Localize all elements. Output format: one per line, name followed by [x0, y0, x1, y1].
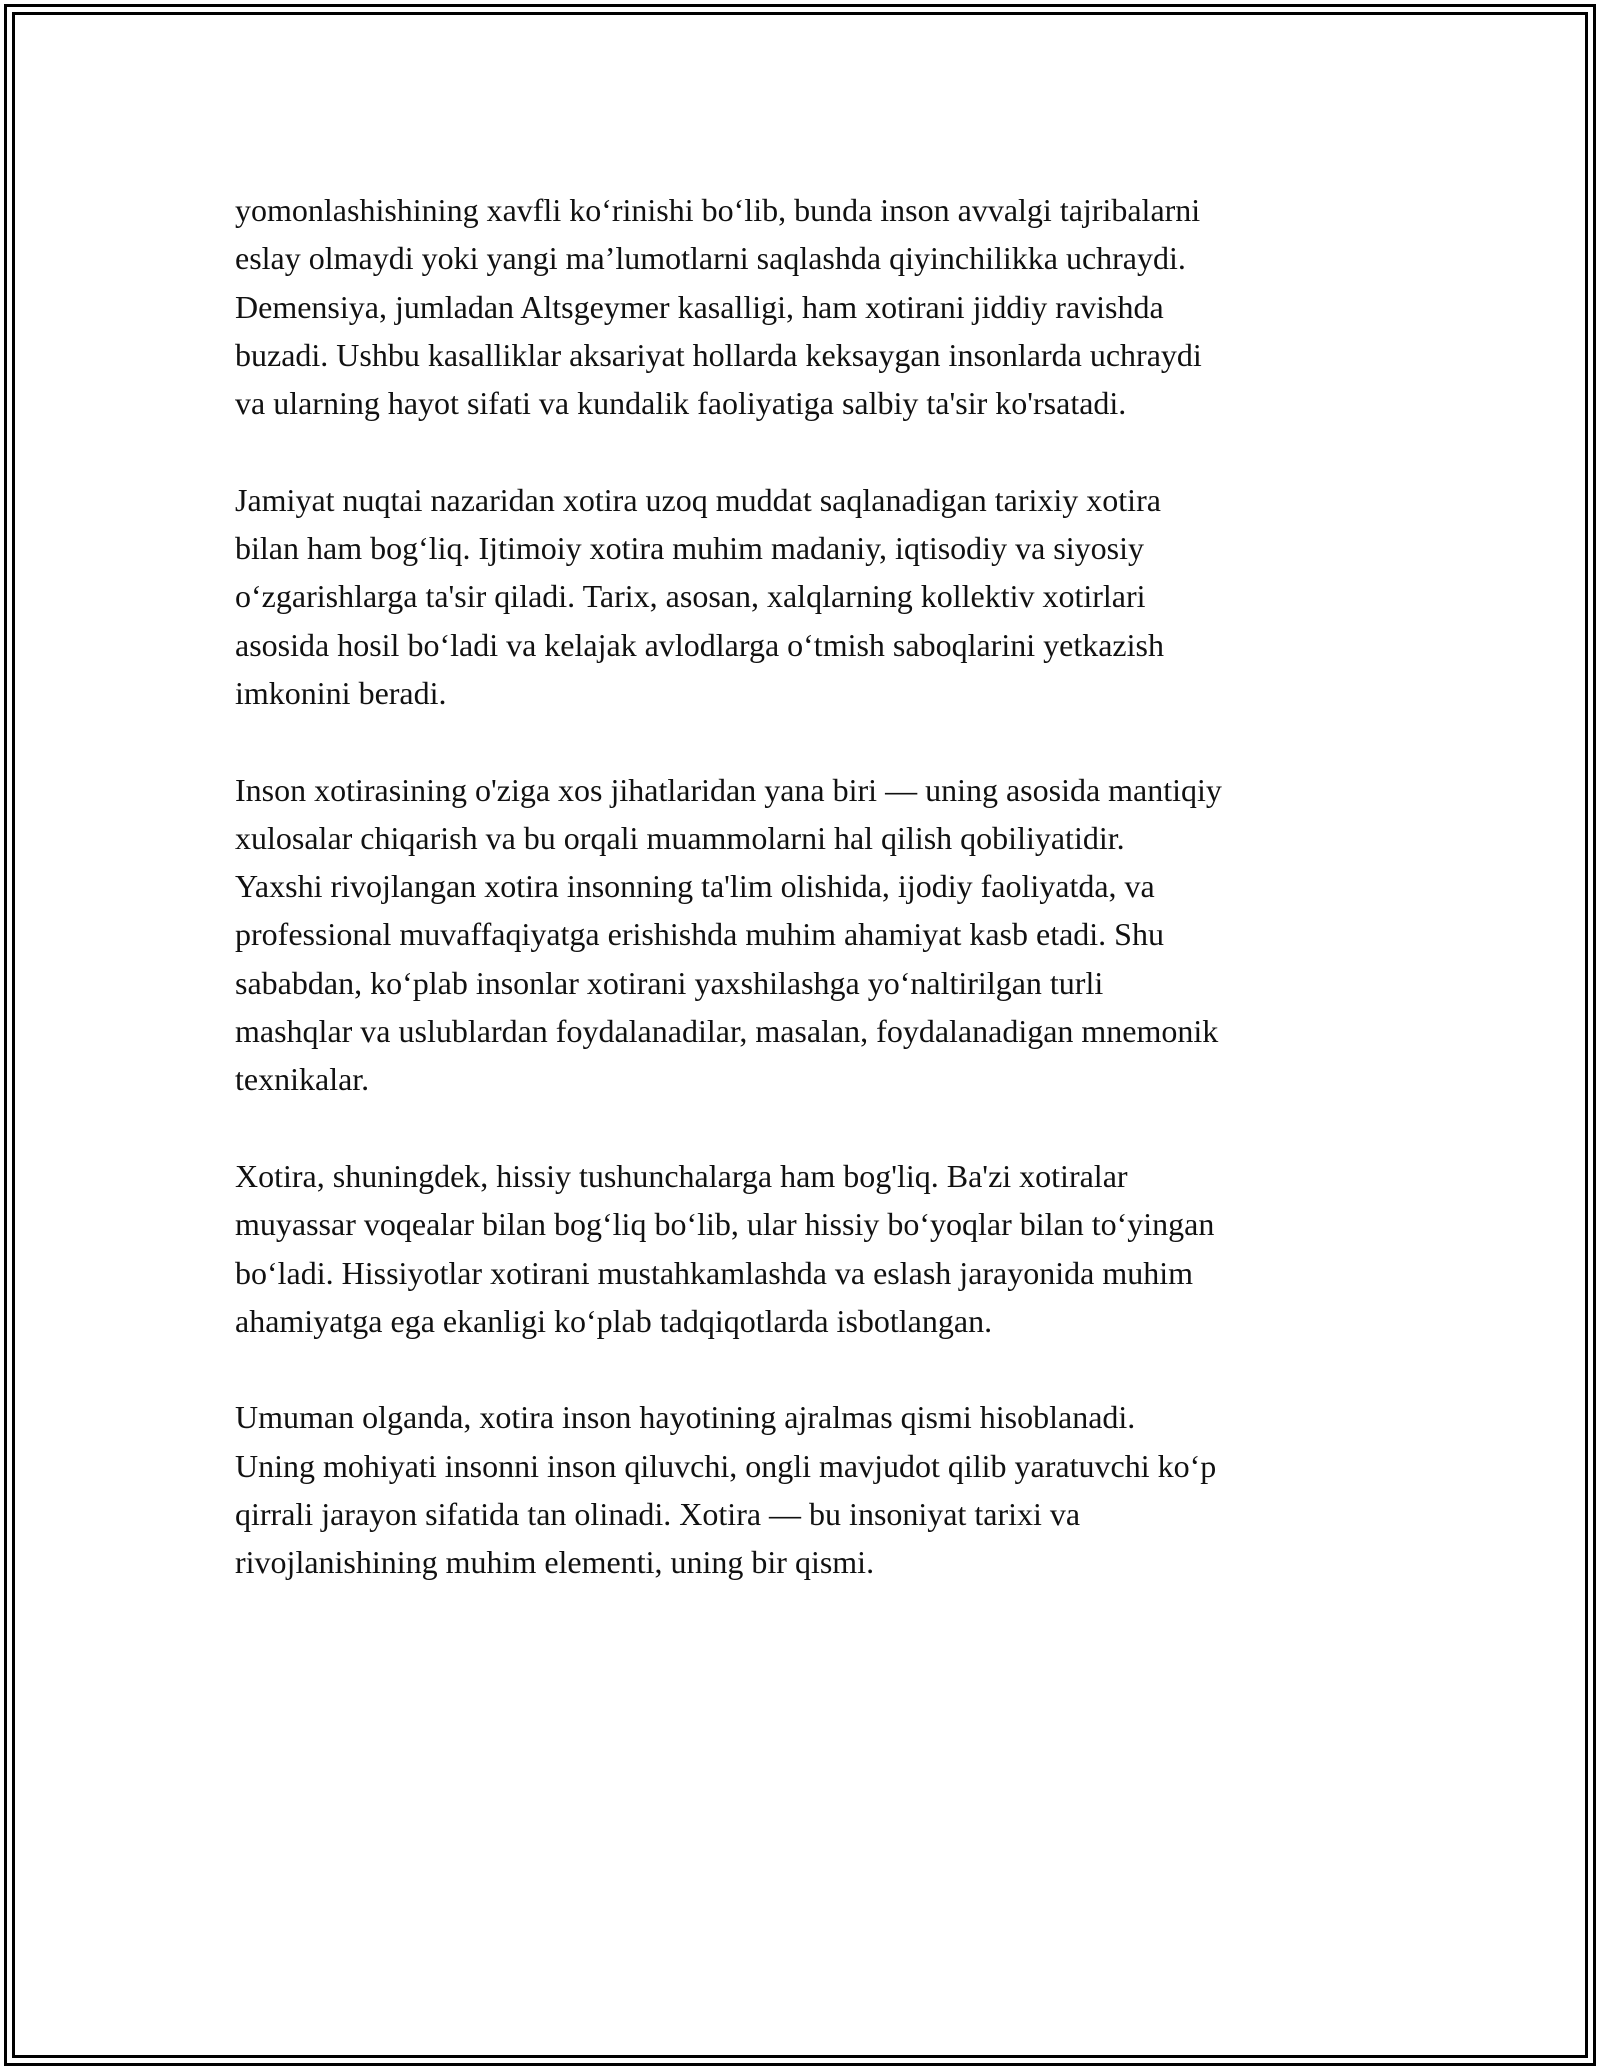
text-line: o‘zgarishlarga ta'sir qiladi. Tarix, asosan, xalqlarning kollektiv xotirlari: [235, 578, 1146, 615]
paragraph-5: [235, 1393, 1380, 1586]
paragraph-4: [235, 1152, 1380, 1345]
text-line: Inson xotirasining o'ziga xos jihatlaridan yana biri — uning asosida mantiqiy: [235, 771, 1222, 808]
text-line: yomonlashishining xavfli ko‘rinishi bo‘lib, bunda inson avvalgi tajribalarni: [235, 192, 1201, 228]
text-line: bo‘ladi. Hissiyotlar xotirani mustahkamlashda va eslash jarayonida muhim: [235, 1254, 1194, 1291]
text-line: Uning mohiyati insonni inson qiluvchi, ongli mavjudot qilib yaratuvchi ko‘p: [235, 1447, 1217, 1484]
text-line: texnikalar.: [235, 1061, 370, 1098]
text-line: mashqlar va uslublardan foydalanadilar, masalan, foydalanadigan mnemonik: [235, 1013, 1219, 1050]
text-line: asosida hosil bo‘ladi va kelajak avlodlarga o‘tmish saboqlarini yetkazish: [235, 626, 1164, 663]
paragraph-3: [235, 766, 1380, 1104]
text-line: rivojlanishining muhim elementi, uning bir qismi.: [235, 1544, 875, 1581]
text-line: va ularning hayot sifati va kundalik faoliyatiga salbiy ta'sir ko'rsatadi.: [235, 385, 1127, 422]
text-line: Yaxshi rivojlangan xotira insonning ta'lim olishida, ijodiy faoliyatda, va: [235, 868, 1155, 905]
document-body: [235, 186, 1380, 1635]
text-line: Umuman olganda, xotira inson hayotining ajralmas qismi hisoblanadi.: [235, 1399, 1136, 1436]
text-line: sababdan, ko‘plab insonlar xotirani yaxshilashga yo‘naltirilgan turli: [235, 964, 1104, 1001]
text-line: professional muvaffaqiyatga erishishda muhim ahamiyat kasb etadi. Shu: [235, 916, 1164, 953]
text-line: Demensiya, jumladan Altsgeymer kasalligi, ham xotirani jiddiy ravishda: [235, 288, 1164, 325]
text-line: buzadi. Ushbu kasalliklar aksariyat hollarda keksaygan insonlarda uchraydi: [235, 336, 1202, 373]
text-line: xulosalar chiqarish va bu orqali muammolarni hal qilish qobiliyatidir.: [235, 819, 1125, 856]
text-line: muyassar voqealar bilan bog‘liq bo‘lib, ular hissiy bo‘yoqlar bilan to‘yingan: [235, 1206, 1215, 1243]
text-line: ahamiyatga ega ekanligi ko‘plab tadqiqotlarda isbotlangan.: [235, 1302, 993, 1339]
text-line: qirrali jarayon sifatida tan olinadi. Xotira — bu insoniyat tarixi va: [235, 1496, 1081, 1533]
paragraph-2: [235, 476, 1380, 717]
text-line: Xotira, shuningdek, hissiy tushunchalarga ham bog'liq. Ba'zi xotiralar: [235, 1157, 1128, 1194]
text-line: bilan ham bog‘liq. Ijtimoiy xotira muhim madaniy, iqtisodiy va siyosiy: [235, 530, 1144, 567]
text-line: imkonini beradi.: [235, 674, 447, 711]
paragraph-1: [235, 186, 1380, 427]
text-line: Jamiyat nuqtai nazaridan xotira uzoq muddat saqlanadigan tarixiy xotira: [235, 481, 1161, 518]
text-line: eslay olmaydi yoki yangi ma’lumotlarni saqlashda qiyinchilikka uchraydi.: [235, 240, 1186, 277]
